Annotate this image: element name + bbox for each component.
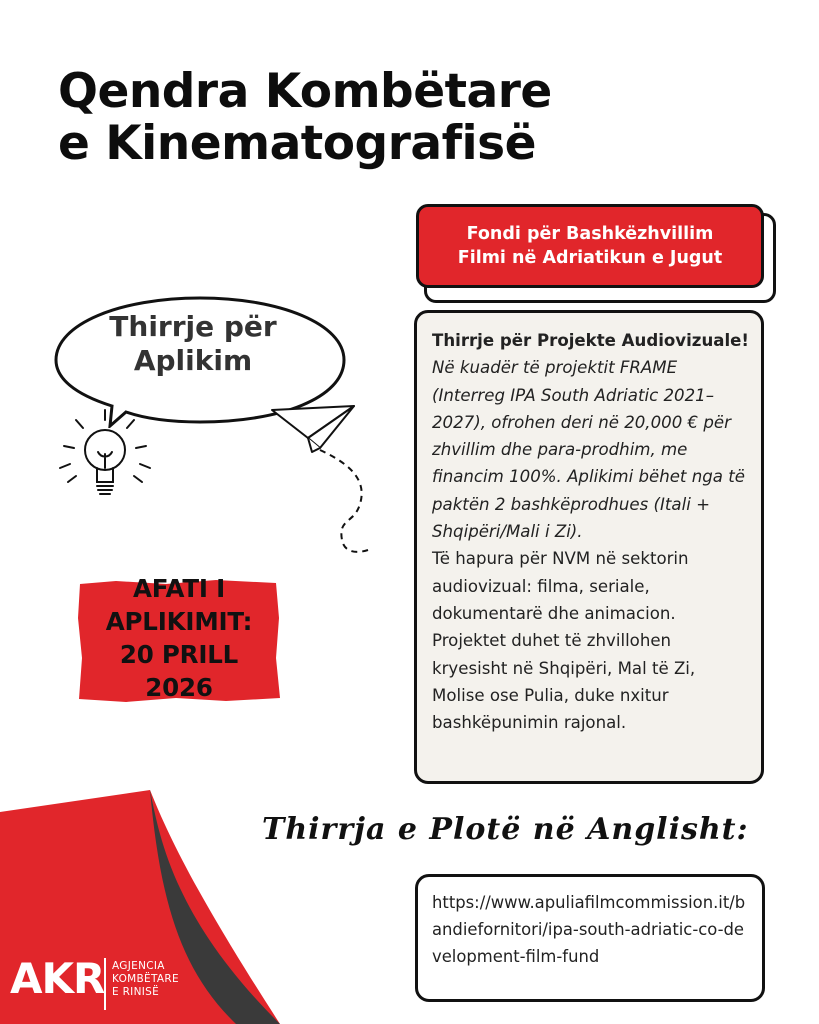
title-line-1: Qendra Kombëtare	[58, 64, 552, 119]
paper-plane-icon	[268, 400, 418, 560]
akr-logo-mark: AKR	[10, 954, 105, 1003]
description-body-text: Të hapura për NVM në sektorin audiovizual: filma, seriale, dokumentarë dhe animacion. Projektet duhet të zhvillohen kryesisht në Shqipëri, Mal të Zi, Molise ose Pulia, duke nxitur bashkëpunimin rajonal.	[432, 549, 696, 733]
fund-line-1: Fondi për Bashkëzhvillim	[466, 224, 714, 244]
deadline-line-1: AFATI I	[132, 574, 226, 603]
deadline-text	[76, 572, 282, 704]
agency-line-1: AGJENCIA	[112, 960, 165, 972]
url-card[interactable]	[415, 874, 765, 1002]
fund-box	[416, 204, 764, 288]
agency-line-2: KOMBËTARE	[112, 973, 179, 985]
logo-divider	[104, 958, 106, 1010]
deadline-line-3: 20 PRILL	[119, 640, 239, 669]
bubble-line-2: Aplikim	[133, 344, 253, 377]
title-line-2: e Kinematografisë	[58, 116, 537, 171]
page-title	[58, 66, 678, 170]
bubble-text	[58, 310, 328, 378]
agency-line-3: E RINISË	[112, 986, 160, 998]
deadline-line-4: 2026	[145, 673, 213, 702]
light-bulb-icon	[48, 402, 158, 512]
description-heading: Thirrje për Projekte Audiovizuale!	[432, 331, 749, 350]
bubble-line-1: Thirrje për	[109, 310, 277, 343]
description-card	[414, 310, 764, 784]
description-italic-text: Në kuadër të projektit FRAME (Interreg IPA South Adriatic 2021–2027), ofrohen deri në 20,000 € për zhvillim dhe para-prodhim, me financim 100%. Aplikimi bëhet nga të paktën 2 bashkëprodhues (Itali + Shqipëri/Mali i Zi).	[432, 358, 745, 542]
agency-name	[112, 960, 179, 999]
fund-line-2: Filmi në Adriatikun e Jugut	[457, 248, 723, 268]
full-call-heading: Thirrja e Plotë në Anglisht:	[262, 812, 749, 847]
deadline-line-2: APLIKIMIT:	[105, 607, 253, 636]
full-call-link[interactable]: https://www.apuliafilmcommission.it/bandiefornitori/ipa-south-adriatic-co-development-film-fund	[432, 893, 746, 966]
